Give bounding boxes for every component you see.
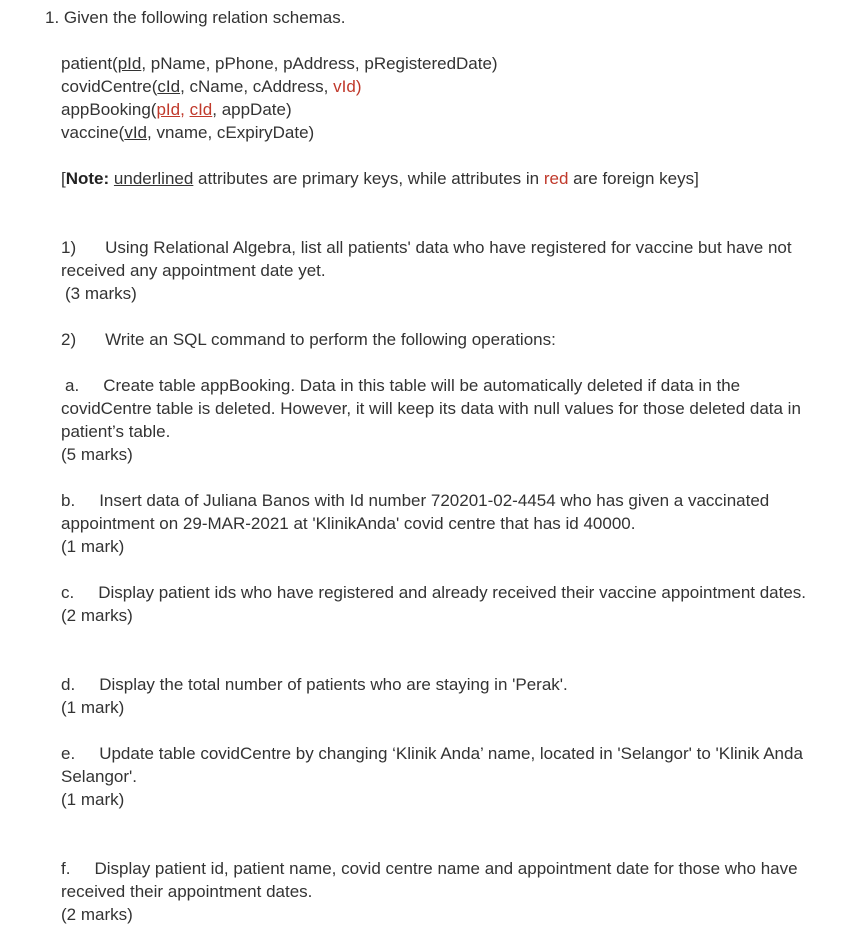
note-middle: attributes are primary keys, while attributes in	[193, 169, 544, 188]
subquestion-a-marks: (5 marks)	[61, 445, 133, 464]
schema-appbooking-sep: ,	[180, 100, 190, 119]
question-2-number: 2)	[61, 330, 77, 349]
question-heading: 1. Given the following relation schemas.	[45, 8, 346, 27]
schema-vaccine	[61, 121, 498, 144]
subquestion-f-text: Display patient id, patient name, covid centre name and appointment date for those who have received their appointment dates.	[61, 859, 798, 901]
note-end: are foreign keys]	[568, 169, 699, 188]
subquestion-e-letter: e.	[61, 744, 76, 763]
schema-patient	[61, 52, 498, 75]
schema-appbooking-name: appBooking(	[61, 100, 157, 119]
subquestion-c-letter: c.	[61, 583, 75, 602]
note-open: [	[61, 169, 66, 188]
subquestion-d	[61, 673, 826, 719]
subquestion-e	[61, 742, 826, 811]
schema-covidcentre	[61, 75, 498, 98]
subquestion-f-letter: f.	[61, 859, 71, 878]
question-1-number: 1)	[61, 238, 77, 257]
subquestion-c-text: Display patient ids who have registered and already received their vaccine appointment dates.	[98, 583, 807, 602]
subquestion-d-text: Display the total number of patients who are staying in 'Perak'.	[99, 675, 568, 694]
note-label: Note:	[65, 169, 110, 188]
subquestion-c	[61, 581, 826, 627]
schema-vaccine-name: vaccine(	[61, 123, 125, 142]
note-red-word: red	[543, 169, 569, 188]
schema-covidcentre-close: )	[355, 77, 362, 96]
schema-covidcentre-attrs: , cName, cAddress,	[180, 77, 334, 96]
relation-schemas	[61, 52, 498, 144]
question-1	[61, 236, 826, 305]
schema-appbooking-attrs: , appDate)	[212, 100, 292, 119]
subquestion-a-letter: a.	[65, 376, 80, 395]
subquestion-f	[61, 857, 826, 926]
subquestion-d-marks: (1 mark)	[61, 698, 125, 717]
primary-key-cid: cId	[157, 77, 181, 96]
subquestion-b-marks: (1 mark)	[61, 537, 125, 556]
primary-key-vid: vId	[124, 123, 147, 142]
subquestion-e-text: Update table covidCentre by changing ‘Klinik Anda’ name, located in 'Selangor' to 'Klinik Anda Selangor'.	[61, 744, 803, 786]
subquestion-c-marks: (2 marks)	[61, 606, 133, 625]
primary-foreign-key-cid: cId	[189, 100, 213, 119]
note-underlined-word: underlined	[113, 169, 194, 188]
question-2	[61, 328, 826, 351]
schema-appbooking	[61, 98, 498, 121]
schema-patient-attrs: , pName, pPhone, pAddress, pRegisteredDate)	[141, 54, 498, 73]
note-line	[61, 167, 699, 190]
subquestion-a	[61, 374, 826, 466]
question-2-text: Write an SQL command to perform the following operations:	[105, 330, 556, 349]
schema-vaccine-attrs: , vname, cExpiryDate)	[147, 123, 315, 142]
subquestion-e-marks: (1 mark)	[61, 790, 125, 809]
subquestion-b	[61, 489, 826, 558]
question-1-text: Using Relational Algebra, list all patients' data who have registered for vaccine but have not received any appointment date yet.	[61, 238, 792, 280]
subquestion-b-text: Insert data of Juliana Banos with Id number 720201-02-4454 who has given a vaccinated appointment on 29-MAR-2021 at 'KlinikAnda' covid centre that has id 40000.	[61, 491, 770, 533]
primary-foreign-key-pid: pId	[156, 100, 181, 119]
primary-key-pid: pId	[117, 54, 142, 73]
subquestion-b-letter: b.	[61, 491, 76, 510]
schema-patient-name: patient(	[61, 54, 118, 73]
schema-covidcentre-name: covidCentre(	[61, 77, 158, 96]
subquestion-f-marks: (2 marks)	[61, 905, 133, 924]
foreign-key-vid: vId	[333, 77, 356, 96]
question-1-marks: (3 marks)	[65, 284, 137, 303]
subquestion-d-letter: d.	[61, 675, 76, 694]
subquestion-a-text: Create table appBooking. Data in this table will be automatically deleted if data in the covidCentre table is deleted. However, it will keep its data with null values for those deleted data in patient’s table.	[61, 376, 801, 441]
